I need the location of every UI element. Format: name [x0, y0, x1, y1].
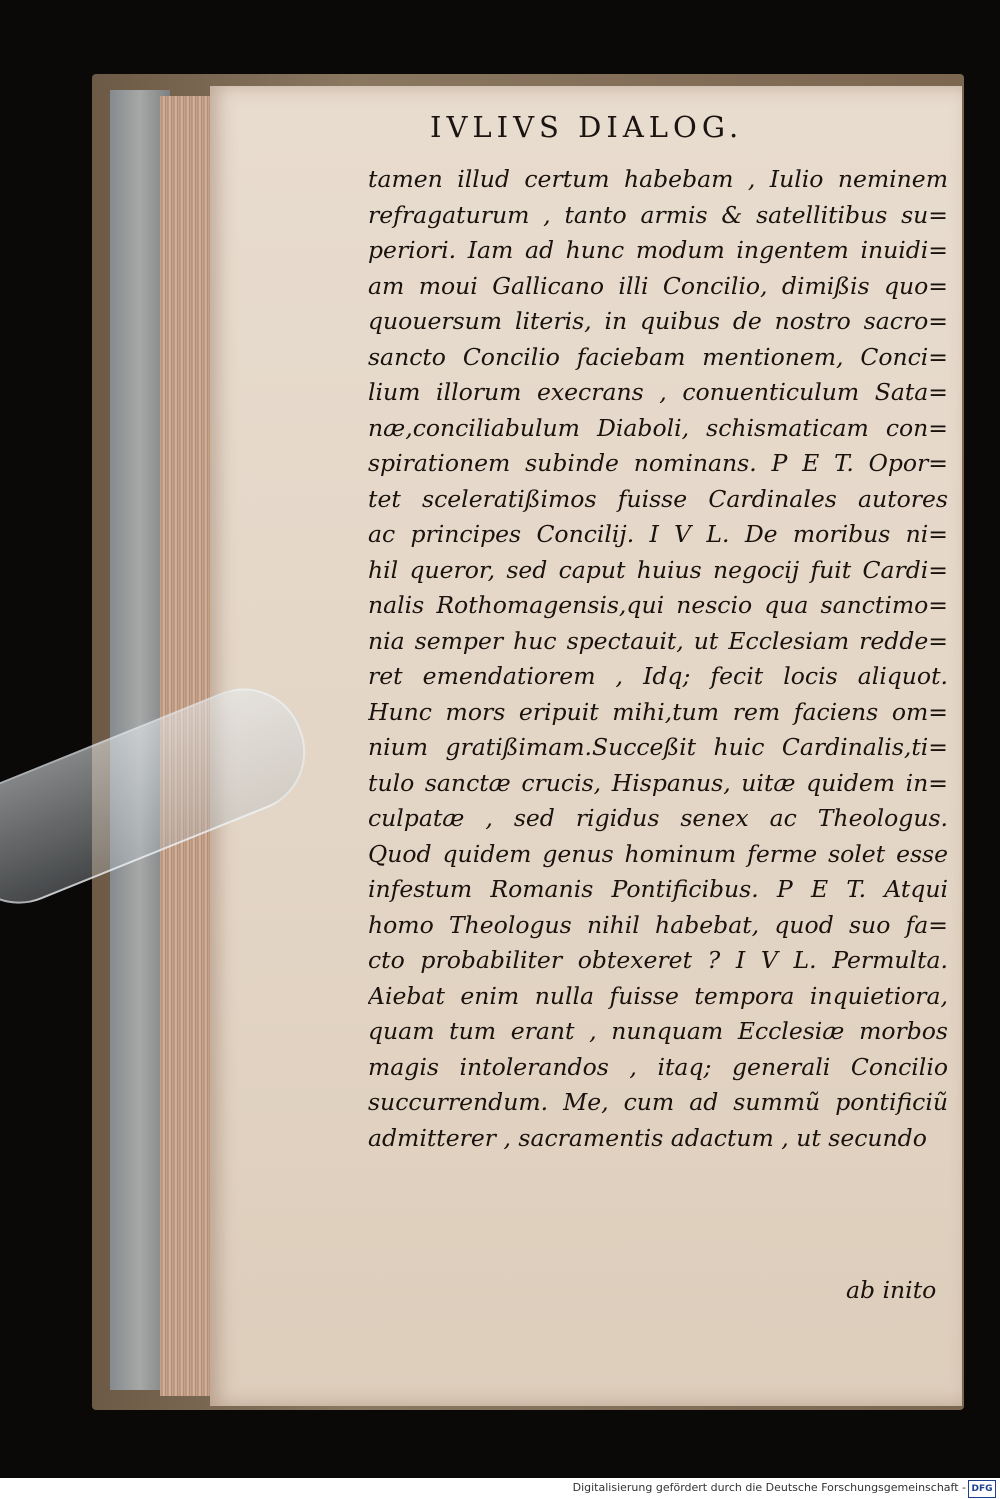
text-line: Quod quidem genus hominum ferme solet esse — [368, 839, 948, 868]
text-line: nalis Rothomagensis,qui nescio qua sanctimo= — [368, 591, 948, 619]
text-line: lium illorum execrans , conuenticulum Sata= — [368, 378, 948, 406]
text-line: spirationem subinde nominans. P E T. Opor= — [368, 449, 948, 477]
text-line: refragaturum , tanto armis & satellitibus su= — [368, 200, 948, 229]
text-line: ret emendatiorem , Idq; fecit locis aliquot. — [368, 662, 948, 690]
text-line: nia semper huc spectauit, ut Ecclesiam redde= — [368, 626, 948, 655]
text-line: næ,conciliabulum Diaboli, schismaticam con= — [368, 413, 948, 442]
text-line: admitterer , sacramentis adactum , ut secundo — [368, 1123, 927, 1152]
text-line: quouersum literis, in quibus de nostro sacro= — [368, 307, 948, 335]
text-line: ac principes Concilij. I V L. De moribus ni= — [368, 520, 948, 548]
text-line: culpatæ , sed rigidus senex ac Theologus. — [368, 804, 948, 832]
text-line: periori. Iam ad hunc modum ingentem inuidi= — [368, 236, 948, 264]
text-line: nium gratißimam.Succeßit huic Cardinalis,ti= — [368, 733, 948, 761]
catchword: ab inito — [846, 1276, 937, 1304]
text-line: hil queror, sed caput huius negocij fuit Cardi= — [368, 555, 948, 584]
running-header: IVLIVS DIALOG. — [430, 110, 744, 144]
footer-credit: Digitalisierung gefördert durch die Deutsche Forschungsgemeinschaft - — [572, 1481, 966, 1494]
text-line: magis intolerandos , itaq; generali Concilio — [368, 1052, 948, 1081]
text-line: succurrendum. Me, cum ad summũ pontificiũ — [368, 1088, 948, 1116]
text-line: cto probabiliter obtexeret ? I V L. Permulta. — [368, 946, 948, 974]
dfg-logo-icon: DFG — [968, 1480, 996, 1498]
footer-bar — [0, 1478, 1000, 1499]
text-line: quam tum erant , nunquam Ecclesiæ morbos — [368, 1017, 948, 1045]
text-line: Hunc mors eripuit mihi,tum rem faciens om= — [368, 697, 948, 726]
text-line: sancto Concilio faciebam mentionem, Conci= — [368, 342, 948, 371]
text-line: tet sceleratißimos fuisse Cardinales autores — [368, 484, 948, 513]
text-line: tamen illud certum habebam , Iulio neminem — [368, 165, 948, 193]
body-text — [368, 162, 948, 1156]
text-line: infestum Romanis Pontificibus. P E T. Atqui — [368, 875, 948, 903]
text-line: Aiebat enim nulla fuisse tempora inquietiora, — [368, 981, 948, 1010]
text-line: am moui Gallicano illi Concilio, dimißis quo= — [368, 271, 948, 300]
text-line: homo Theologus nihil habebat, quod suo fa= — [368, 910, 948, 939]
text-line: tulo sanctæ crucis, Hispanus, uitæ quidem in= — [368, 768, 948, 797]
